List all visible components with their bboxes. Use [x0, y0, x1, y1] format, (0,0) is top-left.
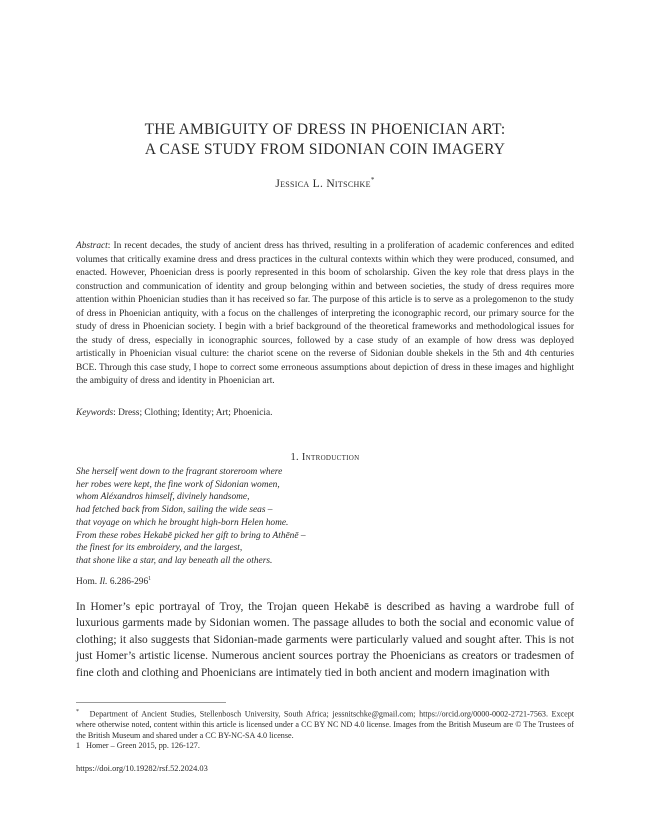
footnote-marker-1: 1	[76, 741, 81, 751]
doi-link[interactable]: https://doi.org/10.19282/rsf.52.2024.03	[76, 764, 208, 773]
footnote-divider	[76, 702, 226, 703]
keywords-text: : Dress; Clothing; Identity; Art; Phoenicia.	[113, 408, 273, 418]
epigraph-line: that voyage on which he brought high-born Helen home.	[76, 517, 289, 528]
article-title	[0, 120, 650, 160]
abstract	[76, 240, 574, 389]
epigraph-line: From these robes Hekabē picked her gift to bring to Athēnē –	[76, 530, 306, 541]
footnote-marker-star: *	[76, 709, 79, 715]
epigraph-line: She herself went down to the fragrant storeroom where	[76, 467, 283, 477]
author-footnote-marker: *	[370, 176, 375, 184]
footnote-author-text: Department of Ancient Studies, Stellenbosch University, South Africa; jessnitschke@gmail.com; https://orcid.org/0000-0002-2721-7563. Except where otherwise noted, content within this article is licensed under a CC BY NC ND 4.0 license. Images from the British Museum are © The Trustees of the British Museum and shared under a CC BY-NC-SA 4.0 license.	[76, 709, 575, 740]
footnote-author	[76, 707, 574, 741]
footnotes	[76, 707, 574, 752]
footnote-1-text: Homer – Green 2015, pp. 126-127.	[86, 741, 200, 751]
citation-work: Il.	[99, 577, 108, 588]
citation-prefix: Hom.	[76, 577, 100, 588]
keywords	[76, 407, 574, 420]
citation-footnote-marker: 1	[148, 576, 152, 582]
epigraph-line: whom Aléxandros himself, divinely handsome,	[76, 492, 250, 503]
title-line-1: THE AMBIGUITY OF DRESS IN PHOENICIAN ART:	[144, 121, 506, 138]
epigraph-line: that shone like a star, and lay beneath all the others.	[76, 555, 273, 566]
epigraph-citation	[76, 573, 151, 588]
abstract-label: Abstract	[76, 241, 108, 251]
author-name: Jessica L. Nitschke	[275, 177, 371, 190]
epigraph-line: her robes were kept, the fine work of Sidonian women,	[76, 479, 280, 490]
footnote-1	[76, 741, 574, 752]
citation-ref: 6.286-296	[107, 577, 149, 588]
section-heading: 1. Introduction	[290, 452, 360, 463]
abstract-text: : In recent decades, the study of ancient dress has thrived, resulting in a proliferation of academic conferences and edited volumes that critically examine dress and dress practices in the cultural contexts within which they were produced, consumed, and enacted. However, Phoenician dress is poorly represented in this boom of scholarship. Given the key role that dress plays in the construction and communication of identity and group belonging within and between societies, the study of dress requires more attention within Phoenician studies than it has received so far. The purpose of this article is to serve as a prolegomenon to the study of dress in Phoenician antiquity, with a focus on the challenges of interpreting the iconographic record, our primary source for the study of dress in Phoenician society. I begin with a brief background of the theoretical frameworks and methodological issues for the study of dress, especially in iconographic sources, followed by a case study of an example of how dress was deployed artistically in Phoenician visual culture: the chariot scene on the reverse of Sidonian double shekels in the 5th and 4th centuries BCE. Through this case study, I hope to correct some erroneous assumptions about depiction of dress in these images and highlight the ambiguity of dress and identity in Phoenician art.	[76, 241, 574, 386]
body-paragraph: In Homer’s epic portrayal of Troy, the Trojan queen Hekabē is described as having a wardrobe full of luxurious garments made by Sidonian women. The passage alludes to both the social and economic value of clothing; it also suggests that Sidonian-made garments were particularly valued and sought after. This is not just Homer’s artistic license. Numerous ancient sources portray the Phoenicians as creators or tradesmen of fine cloth and clothing and Phoenicians are intimately tied in both ancient and modern imagination with	[76, 601, 574, 679]
title-line-2: A CASE STUDY FROM SIDONIAN COIN IMAGERY	[144, 141, 506, 158]
epigraph-line: had fetched back from Sidon, sailing the wide seas –	[76, 505, 273, 516]
keywords-label: Keywords	[76, 408, 114, 418]
epigraph-line: the finest for its embroidery, and the largest,	[76, 543, 243, 554]
epigraph	[76, 466, 496, 568]
author-byline	[0, 176, 650, 190]
